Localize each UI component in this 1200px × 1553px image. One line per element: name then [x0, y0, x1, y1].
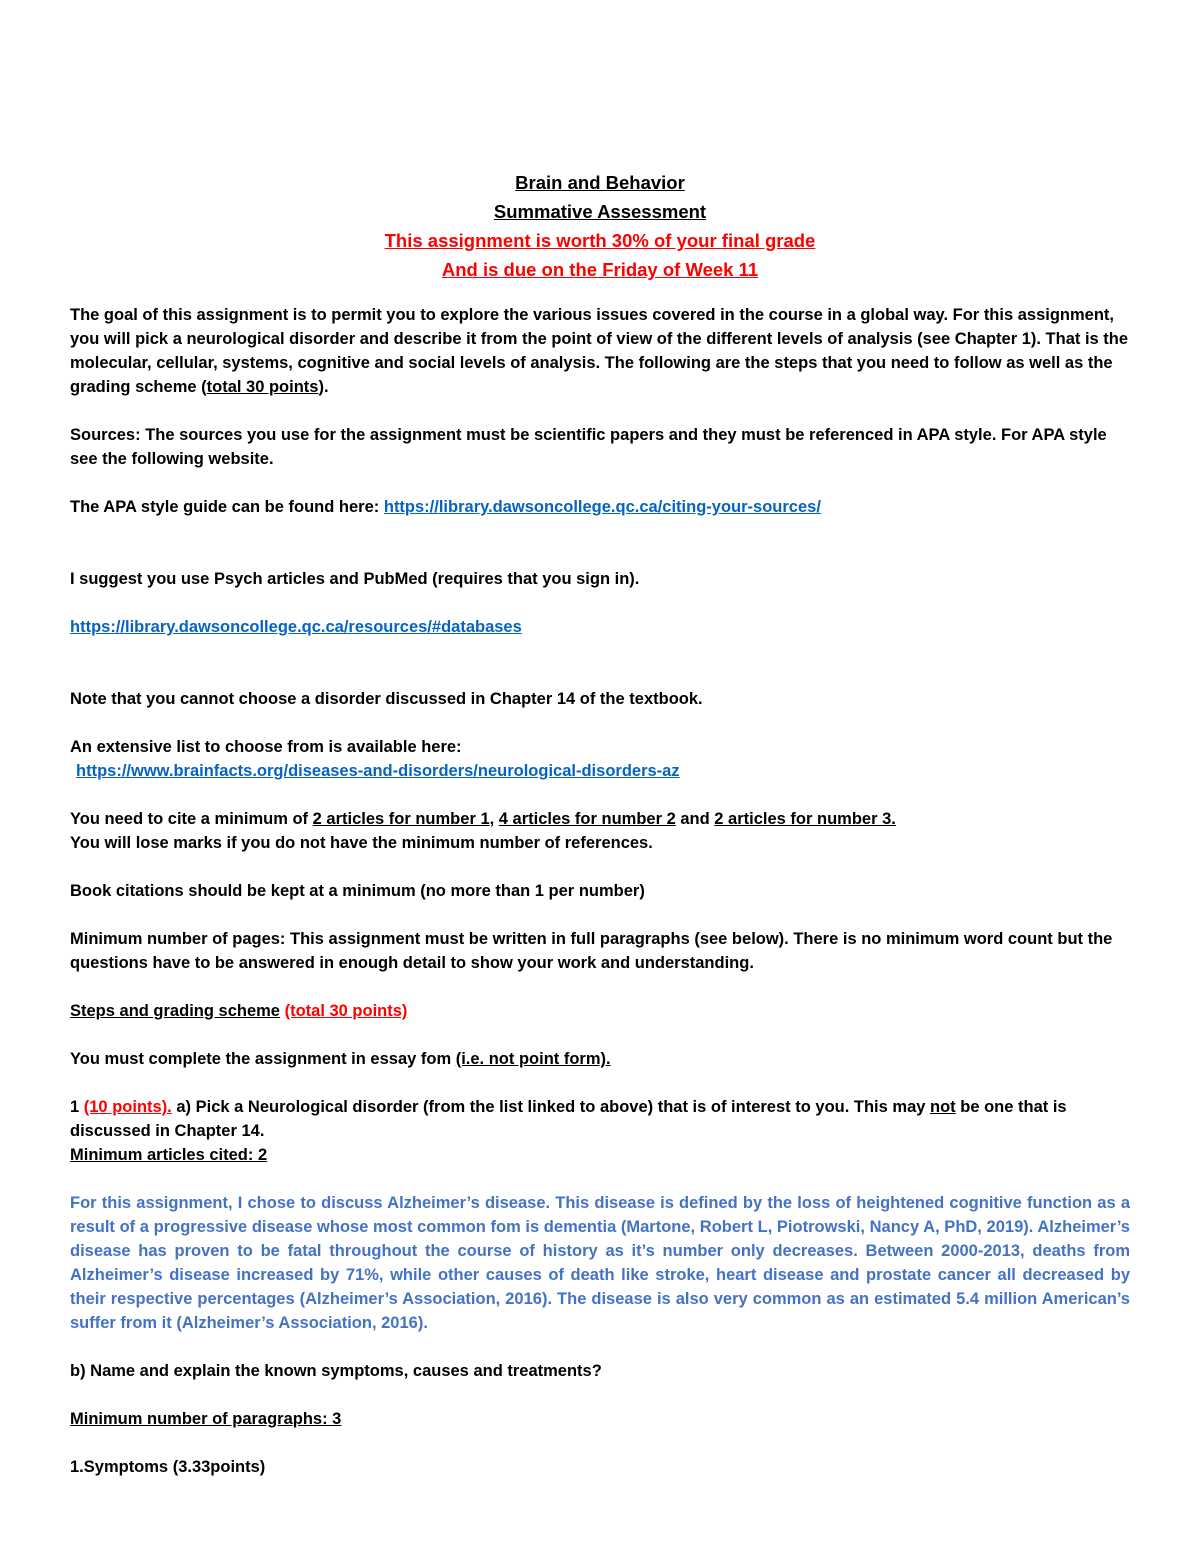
citation-requirement: You need to cite a minimum of 2 articles for number 1, 4 articles for number 2 and 2 articles for number 3. [70, 810, 896, 828]
disorder-list-link[interactable]: https://www.brainfacts.org/diseases-and-disorders/neurological-disorders-az [76, 762, 680, 780]
disorder-list-paragraph [70, 759, 1130, 783]
suggestion-paragraph: I suggest you use Psych articles and PubMed (requires that you sign in). [70, 570, 640, 588]
grade-weight-notice: This assignment is worth 30% of your final grade [384, 230, 816, 251]
chapter-note: Note that you cannot choose a disorder discussed in Chapter 14 of the textbook. [70, 690, 703, 708]
essay-form-note: You must complete the assignment in essay fom (i.e. not point form). [70, 1050, 611, 1068]
document-header [70, 168, 1130, 284]
intro-paragraph: The goal of this assignment is to permit you to explore the various issues covered in the course in a global way. For this assignment, you will pick a neurological disorder and describe it from the point of view of the different levels of analysis (see Chapter 1). That is the molecular, cellular, systems, cognitive and social levels of analysis. The following are the steps that you need to follow as well as the grading scheme (total 30 points). [70, 306, 1129, 396]
lose-marks-note: You will lose marks if you do not have the minimum number of references. [70, 834, 653, 852]
student-answer-paragraph: For this assignment, I chose to discuss Alzheimer’s disease. This disease is defined by the loss of heightened cognitive function as a result of a progressive disease whose most common fom is dementia (Martone, Robert L, Piotrowski, Nancy A, PhD, 2019). Alzheimer’s disease has proven to be fatal throughout the course of history as it’s number only decreases. Between 2000-2013, deaths from Alzheimer’s disease increased by 71%, while other causes of death like stroke, heart disease and prostate cancer all decreased by their respective percentages (Alzheimer’s Association, 2016). The disease is also very common as an estimated 5.4 million American’s suffer from it (Alzheimer’s Association, 2016). [70, 1194, 1130, 1332]
question-1a: 1 (10 points). a) Pick a Neurological disorder (from the list linked to above) that is of interest to you. This may not be one that is discussed in Chapter 14. [70, 1098, 1067, 1140]
apa-guide-link[interactable]: https://library.dawsoncollege.qc.ca/citing-your-sources/ [383, 498, 821, 516]
symptoms-heading: 1.Symptoms (3.33points) [70, 1458, 266, 1476]
question-1b: b) Name and explain the known symptoms, causes and treatments? [70, 1362, 602, 1380]
disorder-list-intro: An extensive list to choose from is available here: [70, 738, 462, 756]
databases-link[interactable]: https://library.dawsoncollege.qc.ca/resources/#databases [70, 618, 522, 636]
minimum-pages-note: Minimum number of pages: This assignment must be written in full paragraphs (see below). There is no minimum word count but the questions have to be answered in enough detail to show your work and understanding. [70, 930, 1113, 972]
question-1-min-articles: Minimum articles cited: 2 [70, 1146, 268, 1164]
minimum-paragraphs: Minimum number of paragraphs: 3 [70, 1410, 342, 1428]
databases-paragraph [70, 615, 1130, 639]
document-title: Brain and Behavior [515, 172, 685, 193]
steps-heading: Steps and grading scheme (total 30 points) [70, 1002, 408, 1020]
document-subtitle: Summative Assessment [493, 201, 707, 222]
due-date-notice: And is due on the Friday of Week 11 [441, 259, 759, 280]
document-page [70, 168, 1130, 1479]
apa-guide-paragraph: The APA style guide can be found here: https://library.dawsoncollege.qc.ca/citing-your-sources/ [70, 498, 821, 516]
total-points: total 30 points [206, 378, 319, 396]
sources-paragraph: Sources: The sources you use for the assignment must be scientific papers and they must be referenced in APA style. For APA style see the following website. [70, 426, 1107, 468]
question-1-points: (10 points). [83, 1098, 172, 1116]
book-citations-note: Book citations should be kept at a minimum (no more than 1 per number) [70, 882, 645, 900]
